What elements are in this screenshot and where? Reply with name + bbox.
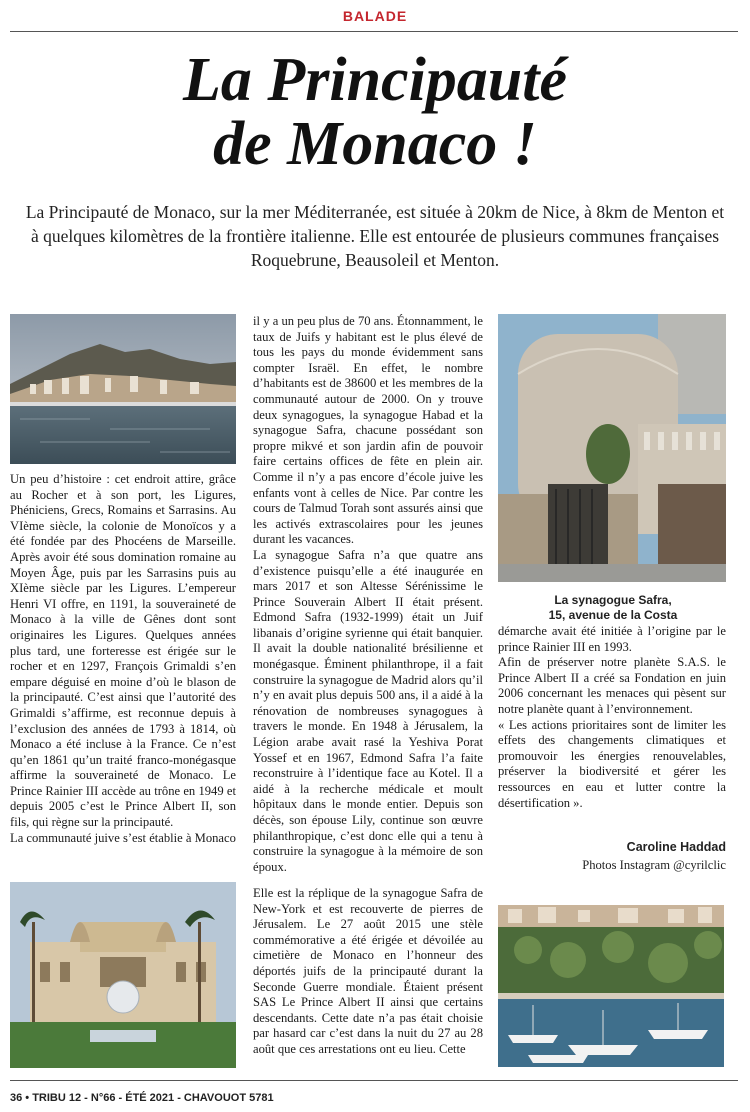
column-3 xyxy=(498,624,726,811)
col3-paragraph-2: Afin de préserver notre planète S.A.S. le Prince Albert II a créé sa Fondation en juin 2006 concernant les menaces qui pèsent sur notre planète quant à l’environnement. xyxy=(498,655,726,716)
top-divider xyxy=(10,31,738,32)
col3-paragraph-1: démarche avait été initiée à l’origine par le prince Rainier III en 1993. xyxy=(498,624,726,654)
bottom-divider xyxy=(10,1080,738,1081)
photo-port-hercule xyxy=(498,905,724,1067)
column-2 xyxy=(253,314,483,875)
col1-paragraph-2: La communauté juive s’est établie à Monaco xyxy=(10,830,236,845)
col3-paragraph-3: « Les actions prioritaires sont de limiter les effets des changements climatiques et promouvoir les énergies renouvelables, préserver la biodiversité et gérer les ressources en eau et lutter contre la désertification ». xyxy=(498,717,726,810)
intro-paragraph: La Principauté de Monaco, sur la mer Méditerranée, est située à 20km de Nice, à 8km de Menton et à quelques kilomètres de la frontière italienne. Elle est entourée de plusieurs communes françaises Roquebrune, Beausoleil et Menton. xyxy=(25,202,725,270)
photo-monte-carlo-casino xyxy=(10,882,236,1068)
col2-paragraph-2: La synagogue Safra n’a que quatre ans d’existence puisqu’elle a été inaugurée en mars 2017 et son Altesse Sérénissime le Prince Souverain Albert II était présent. Edmond Safra (1932-1999) était un Juif libanais d’origine syrienne qui était banquier. Il avait la double nationalité brésilienne et monégasque. Éminent philanthrope, il a fait construire la synagogue de Madrid alors qu’il n’y en avait plus depuis 500 ans, il a aidé à la rénovation de nombreuses synagogues à travers le monde. En 1948 à Jérusalem, la Légion arabe avait rasé la Yeshiva Porat Yossef et en 1967, Edmond Safra l’a faite reconstruire à l’identique face au Kotel. Il a aidé à la recherche médicale et moult hôpitaux dans le monde entier. Depuis son décès, son épouse Lily, continue son œuvre philanthropique, c’est donc elle qui a tenu à construire la synagogue à la mémoire de son époux. xyxy=(253,547,483,874)
page-footer: 36 • TRIBU 12 - N°66 - ÉTÉ 2021 - CHAVOUOT 5781 xyxy=(10,1092,274,1104)
article-title xyxy=(0,48,750,176)
column-1 xyxy=(10,472,236,846)
col2-paragraph-1: il y a un peu plus de 70 ans. Étonnamment, le taux de Juifs y habitant est le plus élevé de tous les pays du monde évidemment sans compter Israël. En effet, le nombre d’habitants est de 38600 et les membres de la communauté autour de 2000. On y trouve deux synagogues, la synagogue Habad et la synagogue Safra, chacune possédant son propre mikvé et son jardin afin de pouvoir faire certains offices de fête en plein air. Comme il n’y a pas encore d’école juive les enfants vont à celles de Nice. Par contre les cours de Talmud Torah sont assurés ainsi que les activés extrascolaires pour les jeunes durant les vacances. xyxy=(253,314,483,547)
col1-paragraph-1: Un peu d’histoire : cet endroit attire, grâce au Rocher et à son port, les Ligures, Phéniciens, Grecs, Romains et Sarrasins. Au VIème siècle, la colonie de Monoïcos y a été fondée par des Phocéens de Marseille. Après avoir été sous domination romaine au Moyen Âge, puis par les Sarrasins puis au XIème siècle par les Ligures. L’empereur Henri VI offre, en 1191, la souveraineté de Monaco à la ville de Gênes dont sont originaires les Ligures. Quelques années plus tard, une forteresse est érigée sur le rocher et en 1297, François Grimaldi s’en empare déguisé en moine d’où le blason de la principauté. C’est ainsi que l’autorité des Grimaldi s’affirme, est reconnue depuis à l’exclusion des années de 1793 à 1814, où Monaco a été incluse à la France. Ce n’est qu’en 1861 qu’un traité franco-monégasque affirme la souveraineté de Monaco. Le Prince Rainier III accède au trône en 1949 et depuis 2005 c’est le Prince Albert II, son fils, qui règne sur la principauté. xyxy=(10,472,236,830)
caption-line-2: 15, avenue de la Costa xyxy=(548,608,678,622)
section-label: BALADE xyxy=(342,8,408,24)
photo-safra-synagogue xyxy=(498,314,726,582)
title-line-2: de Monaco ! xyxy=(213,110,537,178)
title-line-1: La Principauté xyxy=(182,46,568,114)
photo-credit: Photos Instagram @cyrilclic xyxy=(582,858,726,872)
col2-paragraph-3: Elle est la réplique de la synagogue Safra de New-York et est recouverte de pierres de Jérusalem. Le 27 août 2015 une stèle commémorative a été érigée et dévoilée au cimetière de Monaco en l’honneur des déportés juifs de la principauté durant la Seconde Guerre mondiale. Étaient présent SAS Le Prince Albert II ainsi que certains descendants. Cette date n’a pas était choisie par hasard car c’est dans la nuit du 27 au 28 août que ces arrestations ont eu lieu. Cette xyxy=(253,886,483,1056)
caption-line-1: La synagogue Safra, xyxy=(554,593,672,607)
photo-monaco-harbour xyxy=(10,314,236,464)
column-2-continued xyxy=(253,886,483,1058)
photo-caption xyxy=(500,593,726,623)
author-name: Caroline Haddad xyxy=(626,840,726,854)
